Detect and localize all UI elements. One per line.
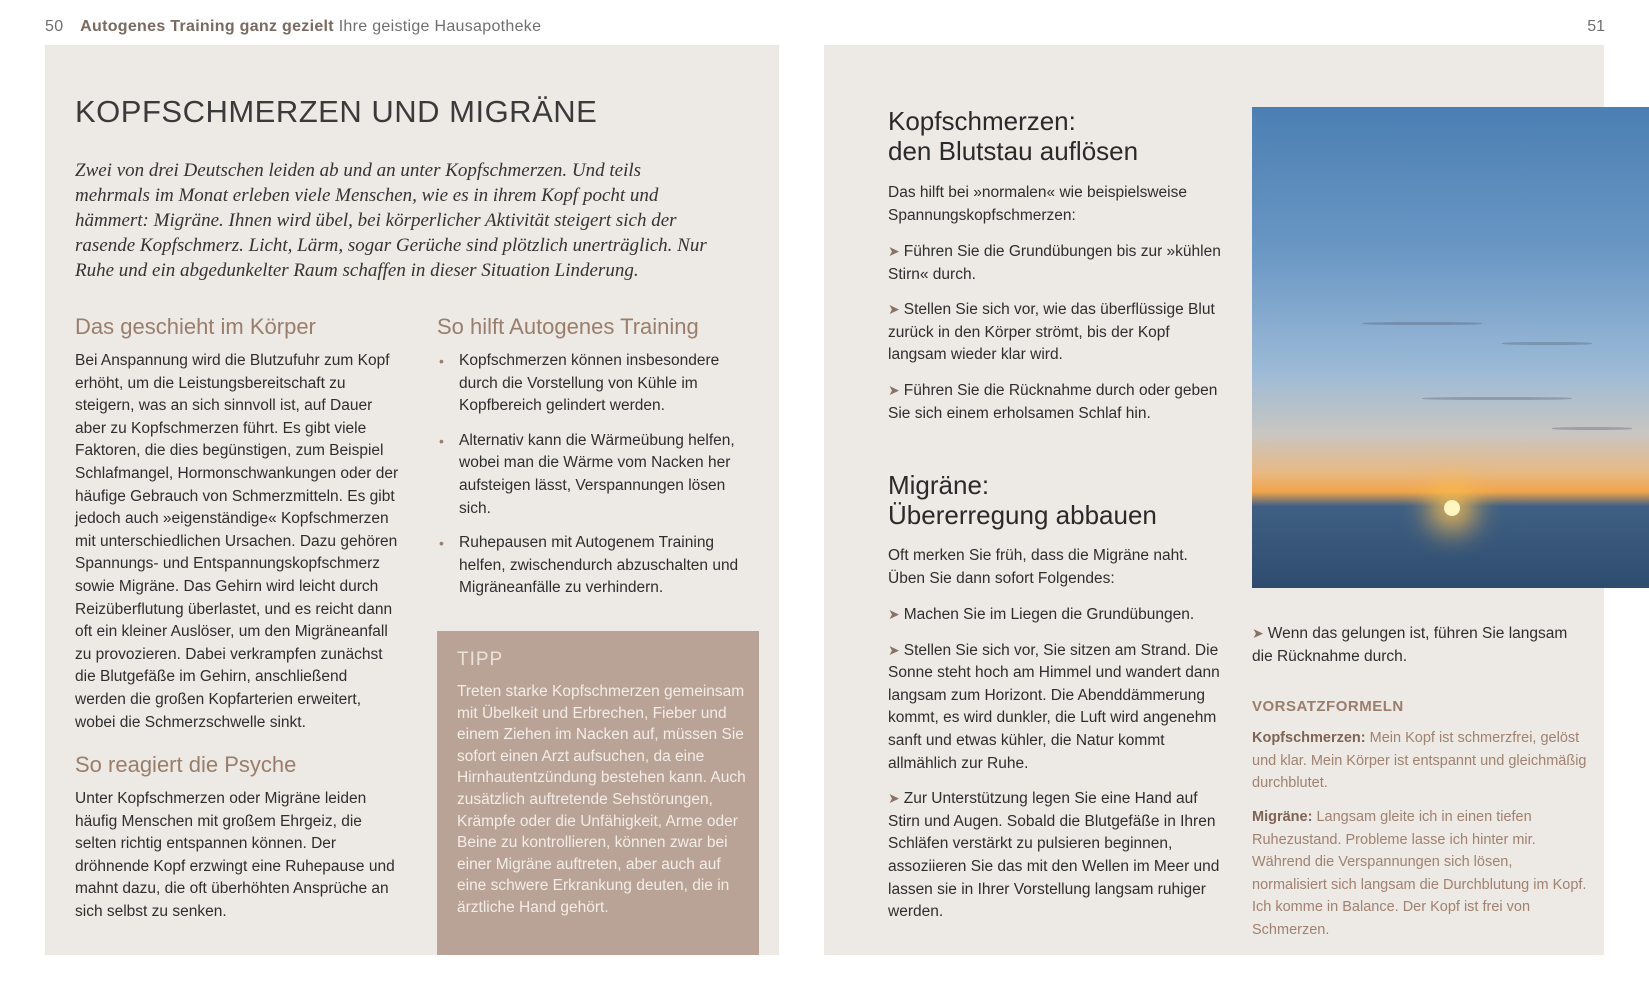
migraene-steps: [888, 603, 1223, 936]
arrow-icon: ➤: [888, 641, 900, 658]
bullet-icon: •: [439, 432, 444, 449]
arrow-icon: ➤: [1252, 625, 1264, 641]
page-number-right: 51: [1587, 18, 1605, 35]
list-item: ➤ Stellen Sie sich vor, Sie sitzen am Strand. Die Sonne steht hoch am Himmel und wandert dann langsam zum Horizont. Die Abenddämmerung kommt, es wird dunkler, die Luft wird angenehm sanft und etwas kühler, die Natur kommt allmählich zur Ruhe.: [888, 639, 1223, 776]
arrow-icon: ➤: [888, 381, 900, 398]
arrow-icon: ➤: [888, 301, 900, 318]
section-heading-autogenic: So hilft Autogenes Training: [437, 314, 699, 339]
sun-shape: [1444, 500, 1460, 516]
section-heading-body: Das geschieht im Körper: [75, 314, 316, 339]
autogenic-bullet-list: [437, 350, 759, 612]
cloud-shape: [1422, 397, 1572, 400]
vorsatzformeln-heading: VORSATZFORMELN: [1252, 698, 1404, 715]
chapter-title: Ihre geistige Hausapotheke: [338, 18, 542, 35]
bullet-icon: •: [439, 353, 444, 369]
section-heading-psyche: So reagiert die Psyche: [75, 752, 297, 777]
body-paragraph: Bei Anspannung wird die Blutzufuhr zum Kopf erhöht, um die Leistungsbereitschaft zu steigern, was an sich sinnvoll ist, auf Dauer aber zu Kopfschmerzen führt. Es gibt viele Faktoren, die dies begünstigen, zum Beispiel Schlafmangel, Hormonschwankungen oder der häufige Gebrauch von Schmerzmitteln. Es gibt jedoch auch »eigenständige« Kopfschmerzen mit unterschiedlichen Ursachen. Dazu gehören Spannungs- und Entspannungskopfschmerz sowie Migräne. Das Gehirn wird leicht durch Reizüberflutung überlastet, und es reicht dann oft ein kleiner Auslöser, um den Migräneanfall zu provozieren. Dabei verkrampfen zunächst die Blutgefäße im Gehirn, anschließend werden die großen Kopfarterien erweitert, wobei die Schmerzschwelle sinkt.: [75, 352, 399, 731]
psyche-paragraph: Unter Kopfschmerzen oder Migräne leiden häufig Menschen mit großem Ehrgeiz, die selten richtig entspannen können. Der dröhnende Kopf erzwingt eine Ruhepause und mahnt dazu, die oft überhöhten Ansprüche an sich selbst zu senken.: [75, 790, 395, 920]
list-item: ➤ Führen Sie die Rücknahme durch oder geben Sie sich einem erholsamen Schlaf hin.: [888, 379, 1223, 425]
vorsatz-kopfschmerzen: Kopfschmerzen: Mein Kopf ist schmerzfrei, gelöst und klar. Mein Körper ist entspannt und gleichmäßig durchblutet.: [1252, 730, 1587, 791]
list-item: ➤ Stellen Sie sich vor, wie das überflüssige Blut zurück in den Körper strömt, bis der Kopf langsam wieder klar wird.: [888, 298, 1223, 367]
bullet-icon: •: [439, 535, 444, 552]
running-header-left: [45, 18, 541, 36]
tipp-title: TIPP: [457, 649, 504, 670]
sunset-sea-photo: [1252, 107, 1649, 588]
list-item: • Alternativ kann die Wärmeübung helfen, wobei man die Wärme vom Nacken her aufsteigen lässt, Verspannungen lösen sich.: [439, 431, 735, 517]
heading-migraene: Migräne: Übererregung abbauen: [888, 470, 1157, 530]
tipp-box: [437, 631, 759, 955]
list-item: • Ruhepausen mit Autogenem Training helfen, zwischendurch abzuschalten und Migräneanfälle zu verhindern.: [439, 534, 739, 597]
page-number-left: 50: [45, 18, 64, 35]
step-after-photo: ➤ Wenn das gelungen ist, führen Sie langsam die Rücknahme durch.: [1252, 622, 1587, 668]
vorsatz-migraene: Migräne: Langsam gleite ich in einen tiefen Ruhezustand. Probleme lasse ich hinter mir. Während die Verspannungen sich lösen, normalisiert sich langsam die Durchblutung im Kopf. Ich komme in Balance. Der Kopf ist frei von Schmerzen.: [1252, 809, 1587, 938]
section-psyche-text: [75, 788, 400, 924]
list-item: • Kopfschmerzen können insbesondere durch die Vorstellung von Kühle im Kopfbereich gelindert werden.: [439, 352, 720, 415]
book-title: Autogenes Training ganz gezielt: [80, 18, 334, 35]
cloud-shape: [1362, 322, 1482, 325]
intro-text: Zwei von drei Deutschen leiden ab und an unter Kopfschmerzen. Und teils mehrmals im Monat erleben viele Menschen, wie es in ihrem Kopf pocht und hämmert: Migräne. Ihnen wird übel, bei körperlicher Aktivität steigert sich der rasende Kopfschmerz. Licht, Lärm, sogar Gerüche sind plötzlich unerträglich. Nur Ruhe und ein abgedunkelter Raum schaffen in dieser Situation Linderung.: [75, 160, 707, 281]
arrow-icon: ➤: [888, 243, 900, 259]
list-item: ➤ Machen Sie im Liegen die Grundübungen.: [888, 603, 1223, 627]
section-body-text: [75, 350, 400, 734]
cloud-shape: [1552, 427, 1632, 430]
migraene-intro: Oft merken Sie früh, dass die Migräne naht. Üben Sie dann sofort Folgendes:: [888, 547, 1188, 587]
tipp-text: Treten starke Kopfschmerzen gemeinsam mit Übelkeit und Erbrechen, Fieber und einem Ziehen im Nacken auf, müssen Sie sofort einen Arzt aufsuchen, da eine Hirnhautentzündung bestehen kann. Auch zusätzlich auftretende Sehstörungen, Krämpfe oder die Unfähigkeit, Arme oder Beine zu kontrollieren, können zwar bei einer Migräne auftreten, aber auch auf eine schwere Erkrankung deuten, die in ärztliche Hand gehört.: [457, 683, 746, 916]
kopfschmerzen-intro: Das hilft bei »normalen« wie beispielsweise Spannungskopfschmerzen:: [888, 184, 1187, 224]
cloud-shape: [1502, 342, 1592, 345]
kopfschmerzen-steps: [888, 240, 1223, 437]
arrow-icon: ➤: [888, 606, 900, 622]
list-item: ➤ Führen Sie die Grundübungen bis zur »kühlen Stirn« durch.: [888, 240, 1223, 286]
arrow-icon: ➤: [888, 790, 900, 807]
page-title: KOPFSCHMERZEN UND MIGRÄNE: [75, 94, 598, 129]
list-item: ➤ Zur Unterstützung legen Sie eine Hand auf Stirn und Augen. Sobald die Blutgefäße in Ihren Schläfen verstärkt zu pulsieren beginnen, assoziieren Sie das mit den Wellen im Meer und lassen sie in Ihrer Vorstellung langsam ruhiger werden.: [888, 787, 1223, 924]
heading-kopfschmerzen: Kopfschmerzen: den Blutstau auflösen: [888, 106, 1139, 166]
